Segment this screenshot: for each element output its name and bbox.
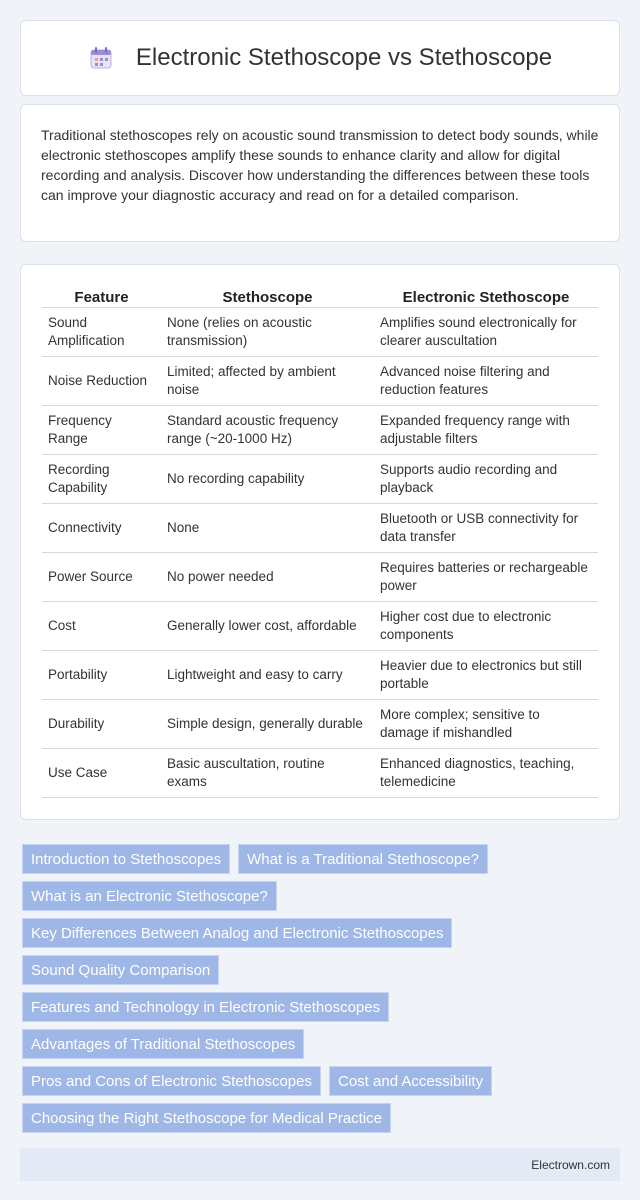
electronic-cell: Expanded frequency range with adjustable filters xyxy=(374,405,598,454)
stethoscope-cell: Basic auscultation, routine exams xyxy=(161,748,374,797)
comparison-table-card xyxy=(20,264,620,820)
link-key-differences[interactable]: Key Differences Between Analog and Electronic Stethoscopes xyxy=(22,918,452,948)
header-stethoscope: Stethoscope xyxy=(161,285,374,307)
feature-cell: Frequency Range xyxy=(42,405,161,454)
footer xyxy=(20,1148,620,1181)
link-choosing-right[interactable]: Choosing the Right Stethoscope for Medical Practice xyxy=(22,1103,391,1133)
stethoscope-cell: Lightweight and easy to carry xyxy=(161,650,374,699)
link-introduction[interactable]: Introduction to Stethoscopes xyxy=(22,844,230,874)
page-title: Electronic Stethoscope vs Stethoscope xyxy=(135,44,553,71)
table-row xyxy=(42,307,598,356)
comparison-table xyxy=(42,285,598,798)
electronic-cell: Heavier due to electronics but still portable xyxy=(374,650,598,699)
table-row xyxy=(42,601,598,650)
link-row xyxy=(22,1103,618,1140)
stethoscope-cell: None (relies on acoustic transmission) xyxy=(161,307,374,356)
link-cost-accessibility[interactable]: Cost and Accessibility xyxy=(329,1066,492,1096)
header-feature: Feature xyxy=(42,285,161,307)
topic-links xyxy=(22,844,618,1140)
feature-cell: Power Source xyxy=(42,552,161,601)
stethoscope-cell: None xyxy=(161,503,374,552)
table-header-row xyxy=(42,285,598,307)
link-traditional-stethoscope[interactable]: What is a Traditional Stethoscope? xyxy=(238,844,488,874)
feature-cell: Connectivity xyxy=(42,503,161,552)
link-features-technology[interactable]: Features and Technology in Electronic Stethoscopes xyxy=(22,992,389,1022)
intro-text: Traditional stethoscopes rely on acoustic sound transmission to detect body sounds, while electronic stethoscopes amplify these sounds to enhance clarity and allow for digital recording and analysis. Discover how understanding the differences between these tools can improve your diagnostic accuracy and read on for a detailed comparison. xyxy=(41,127,599,203)
feature-cell: Cost xyxy=(42,601,161,650)
stethoscope-cell: Standard acoustic frequency range (~20-1000 Hz) xyxy=(161,405,374,454)
link-row xyxy=(22,844,618,881)
electronic-cell: Bluetooth or USB connectivity for data transfer xyxy=(374,503,598,552)
stethoscope-cell: Generally lower cost, affordable xyxy=(161,601,374,650)
link-advantages-traditional[interactable]: Advantages of Traditional Stethoscopes xyxy=(22,1029,304,1059)
table-row xyxy=(42,454,598,503)
electronic-cell: Supports audio recording and playback xyxy=(374,454,598,503)
electronic-cell: More complex; sensitive to damage if mishandled xyxy=(374,699,598,748)
feature-cell: Sound Amplification xyxy=(42,307,161,356)
table-row xyxy=(42,503,598,552)
link-pros-cons[interactable]: Pros and Cons of Electronic Stethoscopes xyxy=(22,1066,321,1096)
table-row xyxy=(42,650,598,699)
link-row xyxy=(22,881,618,918)
table-row xyxy=(42,356,598,405)
footer-brand: Electrown.com xyxy=(531,1157,610,1172)
table-row xyxy=(42,552,598,601)
stethoscope-cell: Simple design, generally durable xyxy=(161,699,374,748)
electronic-cell: Requires batteries or rechargeable power xyxy=(374,552,598,601)
link-electronic-stethoscope[interactable]: What is an Electronic Stethoscope? xyxy=(22,881,277,911)
link-row xyxy=(22,992,618,1029)
stethoscope-cell: No power needed xyxy=(161,552,374,601)
stethoscope-cell: No recording capability xyxy=(161,454,374,503)
feature-cell: Noise Reduction xyxy=(42,356,161,405)
link-row xyxy=(22,918,618,955)
electronic-cell: Enhanced diagnostics, teaching, telemedicine xyxy=(374,748,598,797)
electronic-cell: Higher cost due to electronic components xyxy=(374,601,598,650)
feature-cell: Recording Capability xyxy=(42,454,161,503)
header-card xyxy=(20,20,620,96)
table-row xyxy=(42,748,598,797)
table-row xyxy=(42,699,598,748)
link-row xyxy=(22,1029,618,1066)
table-row xyxy=(42,405,598,454)
stethoscope-cell: Limited; affected by ambient noise xyxy=(161,356,374,405)
link-row xyxy=(22,1066,618,1103)
feature-cell: Durability xyxy=(42,699,161,748)
electronic-cell: Amplifies sound electronically for clearer auscultation xyxy=(374,307,598,356)
header-electronic-stethoscope: Electronic Stethoscope xyxy=(374,285,598,307)
feature-cell: Portability xyxy=(42,650,161,699)
feature-cell: Use Case xyxy=(42,748,161,797)
calendar-icon xyxy=(88,45,114,71)
link-row xyxy=(22,955,618,992)
link-sound-quality[interactable]: Sound Quality Comparison xyxy=(22,955,219,985)
electronic-cell: Advanced noise filtering and reduction features xyxy=(374,356,598,405)
intro-card xyxy=(20,104,620,242)
